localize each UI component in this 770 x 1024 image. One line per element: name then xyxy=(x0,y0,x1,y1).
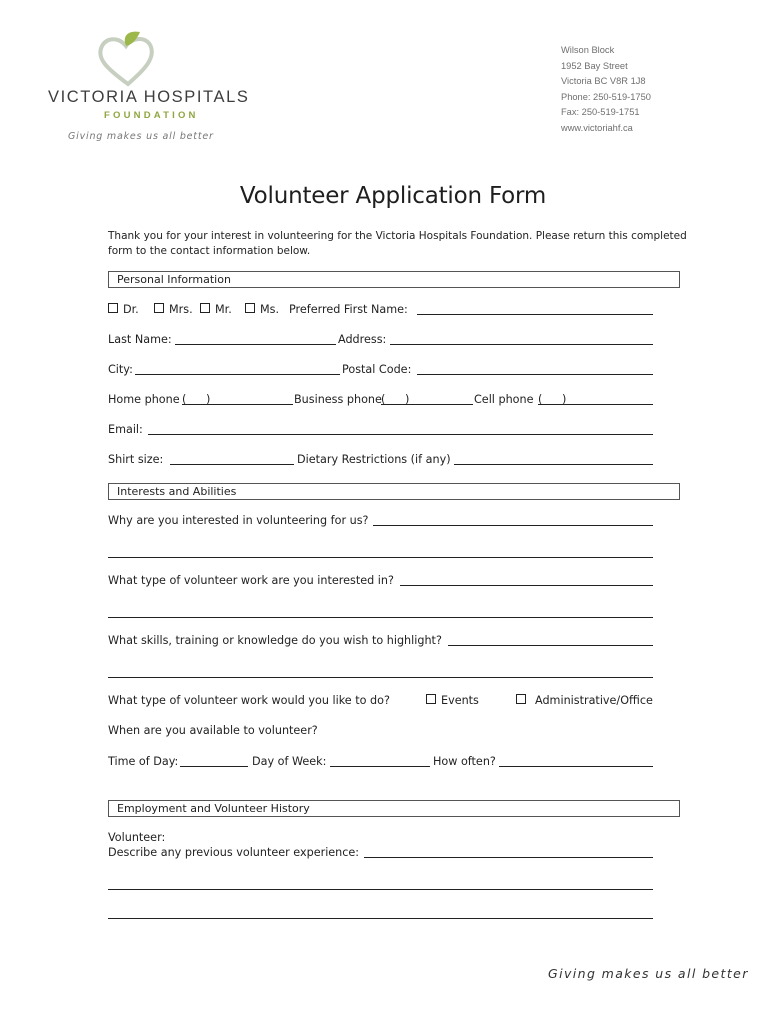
postal-code-field[interactable] xyxy=(417,362,653,375)
dietary-restrictions-label: Dietary Restrictions (if any) xyxy=(297,453,451,466)
cell-area-close: ) xyxy=(562,393,567,406)
checkbox-ms[interactable] xyxy=(245,303,255,313)
header-tagline: Giving makes us all better xyxy=(68,131,214,142)
type-interested-row xyxy=(108,573,654,589)
contact-website[interactable]: www.victoriahf.ca xyxy=(561,122,633,133)
skills-field[interactable] xyxy=(448,633,653,646)
organization-name: VICTORIA HOSPITALS xyxy=(48,88,250,106)
describe-experience-field-line3[interactable] xyxy=(108,918,653,919)
events-label: Events xyxy=(441,694,479,707)
contact-phone: Phone: 250-519-1750 xyxy=(561,91,651,102)
how-often-label: How often? xyxy=(433,755,496,768)
city-label: City: xyxy=(108,363,133,376)
availability-row xyxy=(108,754,654,770)
checkbox-mr[interactable] xyxy=(200,303,210,313)
business-phone-label: Business phone xyxy=(294,393,382,406)
time-of-day-field[interactable] xyxy=(180,754,248,767)
skills-row xyxy=(108,633,654,649)
phones-row xyxy=(108,392,654,408)
why-interested-field[interactable] xyxy=(373,513,653,526)
shirt-size-field[interactable] xyxy=(170,452,294,465)
admin-option[interactable] xyxy=(516,693,653,709)
preferred-first-name-label: Preferred First Name: xyxy=(289,303,408,316)
cell-phone-label: Cell phone xyxy=(474,393,534,406)
home-area-open: ( xyxy=(182,393,187,406)
section-employment-volunteer-history xyxy=(108,800,680,817)
day-of-week-label: Day of Week: xyxy=(252,755,327,768)
section-label: Employment and Volunteer History xyxy=(117,802,310,815)
type-interested-field[interactable] xyxy=(400,573,653,586)
dr-option[interactable] xyxy=(108,302,139,318)
cell-phone-field[interactable] xyxy=(538,392,653,405)
form-title: Volunteer Application Form xyxy=(239,183,547,209)
how-often-field[interactable] xyxy=(499,754,653,767)
last-name-label: Last Name: xyxy=(108,333,172,346)
home-area-close: ) xyxy=(206,393,211,406)
address-field[interactable] xyxy=(390,332,653,345)
city-field[interactable] xyxy=(135,362,340,375)
volunteer-label: Volunteer: xyxy=(108,831,166,844)
why-row xyxy=(108,513,654,529)
section-interests-abilities xyxy=(108,483,680,500)
shirt-size-label: Shirt size: xyxy=(108,453,164,466)
mrs-option[interactable] xyxy=(154,302,193,318)
foundation-logo xyxy=(48,30,250,150)
last-name-field[interactable] xyxy=(175,332,336,345)
email-label: Email: xyxy=(108,423,143,436)
email-row xyxy=(108,422,654,438)
available-row xyxy=(108,723,654,739)
describe-experience-label: Describe any previous volunteer experience: xyxy=(108,846,360,859)
volunteer-heading-row xyxy=(108,830,654,846)
skills-label: What skills, training or knowledge do you wish to highlight? xyxy=(108,634,442,647)
mr-option[interactable] xyxy=(200,302,232,318)
ms-label: Ms. xyxy=(260,303,280,316)
ms-option[interactable] xyxy=(245,302,279,318)
describe-row xyxy=(108,845,654,861)
title-row xyxy=(108,302,654,318)
contact-building: Wilson Block xyxy=(561,45,615,55)
contact-fax: Fax: 250-519-1751 xyxy=(561,107,640,117)
business-area-close: ) xyxy=(405,393,410,406)
business-area-open: ( xyxy=(381,393,386,406)
why-interested-field-line2[interactable] xyxy=(108,557,653,558)
time-of-day-label: Time of Day: xyxy=(108,755,179,768)
email-field[interactable] xyxy=(148,422,653,435)
mr-label: Mr. xyxy=(215,303,232,316)
available-label: When are you available to volunteer? xyxy=(108,724,318,737)
dietary-restrictions-field[interactable] xyxy=(454,452,653,465)
why-interested-label: Why are you interested in volunteering for us? xyxy=(108,514,369,527)
checkbox-mrs[interactable] xyxy=(154,303,164,313)
preferred-first-name-field[interactable] xyxy=(417,302,653,315)
postal-code-label: Postal Code: xyxy=(342,363,412,376)
type-interested-field-line2[interactable] xyxy=(108,617,653,618)
organization-subtitle: FOUNDATION xyxy=(104,110,199,121)
skills-field-line2[interactable] xyxy=(108,677,653,678)
mrs-label: Mrs. xyxy=(169,303,193,316)
checkbox-dr[interactable] xyxy=(108,303,118,313)
section-label: Interests and Abilities xyxy=(117,485,237,498)
section-label: Personal Information xyxy=(117,273,231,286)
business-phone-field[interactable] xyxy=(381,392,473,405)
contact-info xyxy=(561,43,651,136)
intro-text: Thank you for your interest in volunteering for the Victoria Hospitals Foundation. Please return this completed form to the contact information below. xyxy=(108,230,687,257)
dr-label: Dr. xyxy=(123,303,139,316)
would-like-label: What type of volunteer work would you like to do? xyxy=(108,694,390,707)
checkbox-administrative[interactable] xyxy=(516,694,526,704)
type-interested-label: What type of volunteer work are you interested in? xyxy=(108,574,394,587)
describe-experience-field-line2[interactable] xyxy=(108,889,653,890)
section-personal-information xyxy=(108,271,680,288)
home-phone-field[interactable] xyxy=(182,392,293,405)
heart-leaf-icon xyxy=(88,30,168,90)
city-postal-row xyxy=(108,362,654,378)
events-option[interactable] xyxy=(426,693,479,709)
checkbox-events[interactable] xyxy=(426,694,436,704)
day-of-week-field[interactable] xyxy=(330,754,430,767)
would-like-row xyxy=(108,693,654,709)
name-address-row xyxy=(108,332,654,348)
home-phone-label: Home phone xyxy=(108,393,180,406)
contact-city: Victoria BC V8R 1J8 xyxy=(561,76,646,86)
cell-area-open: ( xyxy=(538,393,543,406)
shirt-dietary-row xyxy=(108,452,654,468)
address-label: Address: xyxy=(338,333,387,346)
contact-street: 1952 Bay Street xyxy=(561,60,628,71)
describe-experience-field[interactable] xyxy=(364,845,653,858)
administrative-label: Administrative/Office xyxy=(535,694,653,707)
footer-tagline: Giving makes us all better xyxy=(548,966,749,981)
